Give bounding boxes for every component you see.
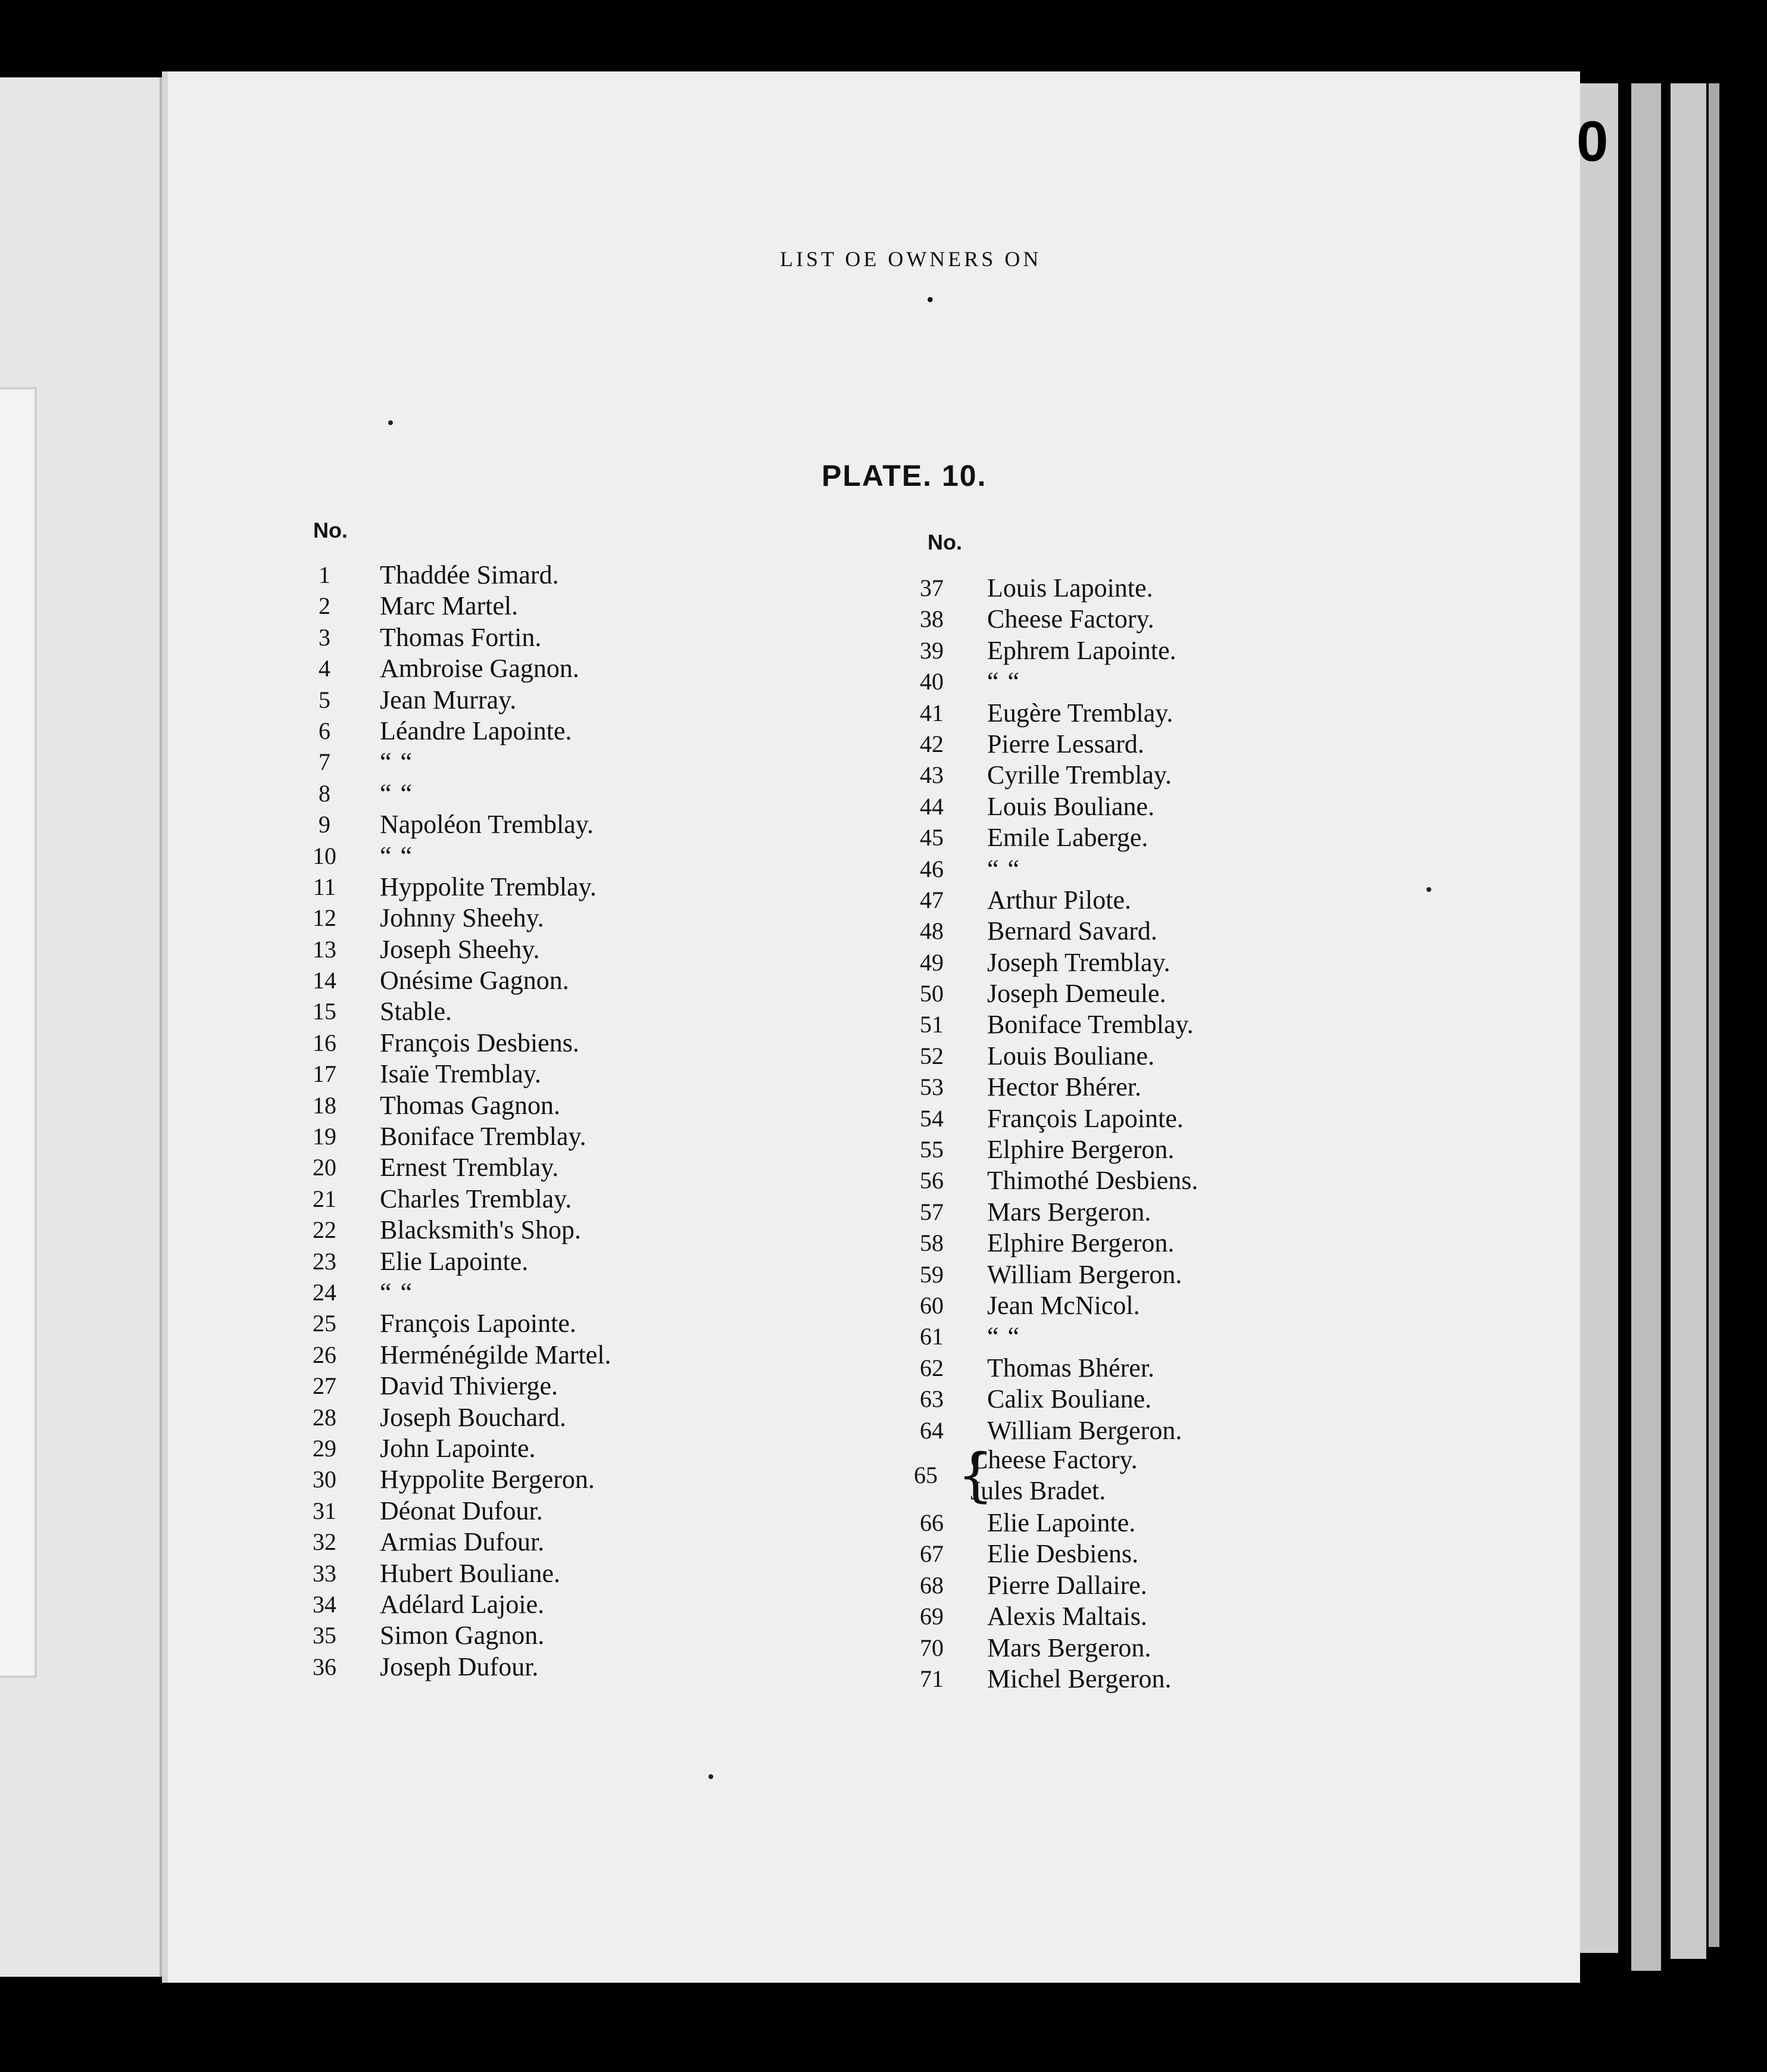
entry-name: Léandre Lapointe. — [380, 716, 572, 745]
entry-name: Eugère Tremblay. — [987, 698, 1173, 728]
owner-entry — [905, 885, 1322, 916]
owner-entry — [905, 1633, 1322, 1664]
header-dot: • — [926, 288, 934, 311]
owner-entry — [298, 1402, 714, 1433]
owner-entry — [298, 1496, 714, 1527]
entry-number: 65 — [914, 1462, 938, 1489]
entry-number: 12 — [313, 904, 336, 932]
entry-name: Calix Bouliane. — [987, 1384, 1152, 1414]
entry-name: Isaïe Tremblay. — [380, 1059, 541, 1089]
owner-entry — [905, 947, 1322, 978]
entry-number: 55 — [920, 1136, 944, 1163]
owner-entry — [905, 1009, 1322, 1040]
owner-entry — [905, 1103, 1322, 1134]
owner-entry — [905, 854, 1322, 885]
entry-name: “ “ — [380, 1277, 414, 1307]
owner-entry — [298, 1215, 714, 1246]
entry-number: 27 — [313, 1372, 336, 1400]
entry-number: 49 — [920, 948, 944, 976]
entry-name: William Bergeron. — [987, 1415, 1182, 1445]
entry-number: 66 — [920, 1509, 944, 1536]
page-edge-strip — [1709, 83, 1719, 1947]
entry-name: Joseph Dufour. — [380, 1652, 539, 1681]
owner-entry — [298, 622, 714, 653]
entry-name: Cheese Factory. — [970, 1445, 1138, 1474]
owner-entry — [298, 1277, 714, 1308]
entry-name: Boniface Tremblay. — [380, 1122, 586, 1152]
entry-number: 40 — [920, 668, 944, 695]
entry-number: 21 — [313, 1185, 336, 1212]
entry-name: Alexis Maltais. — [987, 1602, 1147, 1631]
entry-name: Herménégilde Martel. — [380, 1340, 611, 1369]
entry-name: Johnny Sheehy. — [380, 903, 544, 933]
entry-number: 17 — [313, 1060, 336, 1088]
owner-entry — [905, 1353, 1322, 1384]
owner-entry — [905, 573, 1322, 604]
owner-entry — [905, 978, 1322, 1009]
entry-name: Stable. — [380, 997, 452, 1026]
entry-name: Charles Tremblay. — [380, 1184, 572, 1213]
entry-number: 28 — [313, 1403, 336, 1431]
owner-entry — [298, 1090, 714, 1121]
owner-entry — [905, 698, 1322, 729]
owners-list-left — [298, 560, 714, 1683]
entry-name: Jean Murray. — [380, 685, 517, 714]
entry-number: 45 — [920, 824, 944, 851]
entry-number: 39 — [920, 636, 944, 664]
owner-entry — [905, 1601, 1322, 1632]
entry-number: 53 — [920, 1074, 944, 1101]
entry-number: 63 — [920, 1386, 944, 1413]
entry-name: David Thivierge. — [380, 1371, 558, 1401]
entry-name: Mars Bergeron. — [987, 1197, 1151, 1227]
entry-number: 69 — [920, 1603, 944, 1630]
entry-name: “ “ — [380, 747, 414, 777]
owner-entry — [298, 1464, 714, 1495]
owner-entry — [298, 747, 714, 778]
entry-name: Hector Bhérer. — [987, 1072, 1141, 1102]
entry-name: Marc Martel. — [380, 591, 519, 621]
entry-number: 51 — [920, 1011, 944, 1038]
entry-name: Joseph Demeule. — [987, 979, 1166, 1009]
entry-number: 36 — [313, 1653, 336, 1680]
plate-title: PLATE. 10. — [822, 459, 987, 492]
owner-entry — [905, 916, 1322, 947]
owner-entry — [905, 1228, 1322, 1259]
entry-name: “ “ — [380, 841, 414, 870]
owner-entry — [298, 716, 714, 747]
left-page-inset — [0, 387, 37, 1678]
entry-number: 57 — [920, 1198, 944, 1225]
entry-number: 52 — [920, 1042, 944, 1069]
owner-entry — [298, 872, 714, 903]
entry-number: 23 — [313, 1247, 336, 1275]
owner-entry — [905, 1290, 1322, 1321]
owner-entry — [298, 685, 714, 716]
owner-entry — [298, 1059, 714, 1090]
entry-name: Arthur Pilote. — [987, 885, 1131, 915]
owner-entry — [298, 653, 714, 684]
entry-number: 20 — [313, 1154, 336, 1181]
entry-number: 62 — [920, 1354, 944, 1381]
entry-number: 42 — [920, 730, 944, 757]
entry-number: 3 — [319, 623, 330, 651]
owner-entry — [298, 903, 714, 934]
entry-number: 50 — [920, 980, 944, 1007]
entry-number: 48 — [920, 918, 944, 945]
entry-name: Thomas Fortin. — [380, 622, 542, 652]
entry-name: Blacksmith's Shop. — [380, 1215, 581, 1245]
owner-entry — [905, 1197, 1322, 1228]
owner-entry — [298, 1246, 714, 1277]
column-label-left: No. — [313, 518, 348, 542]
entry-name: Elphire Bergeron. — [987, 1228, 1175, 1258]
entry-name: Joseph Sheehy. — [380, 934, 540, 964]
owner-entry — [298, 996, 714, 1027]
entry-name: Joseph Bouchard. — [380, 1402, 566, 1432]
owner-entry — [298, 1589, 714, 1620]
owner-entry — [905, 1165, 1322, 1196]
entry-name: Pierre Dallaire. — [987, 1570, 1147, 1600]
owner-entry — [298, 841, 714, 872]
entry-number: 60 — [920, 1291, 944, 1319]
owner-entry — [905, 1134, 1322, 1165]
owner-entry — [298, 1028, 714, 1059]
page-edge-strip — [1671, 83, 1706, 1959]
entry-number: 24 — [313, 1278, 336, 1306]
entry-number: 14 — [313, 967, 336, 994]
entry-name: Cheese Factory. — [987, 604, 1154, 634]
entry-name: Ephrem Lapointe. — [987, 635, 1176, 665]
owner-entry — [298, 1620, 714, 1651]
entry-number: 11 — [313, 873, 336, 900]
entry-number: 67 — [920, 1540, 944, 1568]
page-number: 0 — [1576, 110, 1609, 173]
entry-name: Emile Laberge. — [987, 823, 1148, 853]
entry-number: 16 — [313, 1029, 336, 1056]
entry-name: Napoléon Tremblay. — [380, 810, 594, 840]
entry-name: William Bergeron. — [987, 1259, 1182, 1289]
owner-entry — [905, 1539, 1322, 1569]
entry-number: 9 — [319, 811, 330, 838]
owner-entry — [905, 1508, 1322, 1539]
owner-entry — [905, 1041, 1322, 1072]
entry-number: 32 — [313, 1528, 336, 1556]
entry-name: François Desbiens. — [380, 1028, 579, 1057]
entry-name: Jules Bradet. — [970, 1476, 1106, 1505]
owner-entry — [298, 591, 714, 622]
entry-name: Louis Lapointe. — [987, 573, 1153, 603]
entry-number: 7 — [319, 748, 330, 776]
entry-name: Hyppolite Tremblay. — [380, 872, 597, 901]
entry-name: “ “ — [987, 667, 1021, 697]
owner-entry — [905, 1321, 1322, 1352]
owner-entry — [298, 1184, 714, 1215]
owner-entry — [905, 822, 1322, 853]
entry-name: Onésime Gagnon. — [380, 966, 569, 996]
entry-number: 58 — [920, 1230, 944, 1257]
owner-entry — [298, 1121, 714, 1152]
owner-entry — [905, 666, 1322, 697]
entry-name: Adélard Lajoie. — [380, 1589, 545, 1619]
entry-number: 6 — [319, 717, 330, 744]
entry-number: 18 — [313, 1091, 336, 1119]
entry-name: “ “ — [987, 1322, 1021, 1352]
owner-entry — [905, 1664, 1322, 1695]
owner-entry — [298, 778, 714, 809]
owner-entry — [905, 1072, 1322, 1103]
owner-entry-bracketed — [905, 1442, 1322, 1509]
page-header: LIST OE OWNERS ON — [780, 247, 1042, 271]
entry-number: 35 — [313, 1622, 336, 1649]
owner-entry — [298, 1371, 714, 1402]
entry-name: Cyrille Tremblay. — [987, 760, 1172, 790]
entry-number: 29 — [313, 1434, 336, 1462]
paper-speck — [388, 420, 393, 425]
owner-entry — [298, 1340, 714, 1371]
owner-entry — [298, 1527, 714, 1558]
entry-number: 61 — [920, 1323, 944, 1350]
entry-number: 31 — [313, 1497, 336, 1524]
entry-number: 43 — [920, 762, 944, 789]
entry-number: 25 — [313, 1310, 336, 1337]
owner-entry — [298, 965, 714, 996]
entry-number: 22 — [313, 1216, 336, 1244]
entry-number: 2 — [319, 592, 330, 620]
entry-name: Déonat Dufour. — [380, 1496, 543, 1525]
entry-name: Simon Gagnon. — [380, 1621, 545, 1650]
paper-speck — [1426, 887, 1431, 892]
entry-name: John Lapointe. — [380, 1433, 536, 1463]
entry-number: 71 — [920, 1665, 944, 1692]
entry-name: Boniface Tremblay. — [987, 1010, 1194, 1040]
entry-name: Thimothé Desbiens. — [987, 1166, 1198, 1196]
owner-entry — [905, 1570, 1322, 1601]
owner-entry — [298, 1652, 714, 1683]
owner-entry — [905, 635, 1322, 666]
entry-number: 26 — [313, 1341, 336, 1368]
owner-entry — [905, 1384, 1322, 1415]
entry-number: 41 — [920, 699, 944, 726]
entry-name: Thomas Gagnon. — [380, 1090, 561, 1120]
entry-name: Thaddée Simard. — [380, 560, 559, 589]
paper-speck — [708, 1774, 713, 1779]
entry-name: Elie Lapointe. — [380, 1246, 529, 1276]
owner-entry — [298, 1433, 714, 1464]
entry-name: Hubert Bouliane. — [380, 1558, 561, 1588]
entry-name: Bernard Savard. — [987, 916, 1157, 946]
owner-entry — [298, 1558, 714, 1589]
owner-entry — [298, 934, 714, 965]
entry-name: Armias Dufour. — [380, 1527, 545, 1557]
entry-number: 33 — [313, 1559, 336, 1587]
entry-number: 5 — [319, 686, 330, 713]
entry-name: Elie Lapointe. — [987, 1508, 1136, 1537]
entry-number: 64 — [920, 1416, 944, 1444]
entry-name: Pierre Lessard. — [987, 729, 1144, 759]
entry-number: 37 — [920, 575, 944, 601]
owner-entry — [905, 760, 1322, 791]
entry-number: 4 — [319, 655, 330, 682]
page-edge-strip — [1631, 83, 1661, 1971]
entry-name: Mars Bergeron. — [987, 1633, 1151, 1662]
entry-number: 15 — [313, 998, 336, 1025]
owner-entry — [298, 1152, 714, 1183]
entry-number: 68 — [920, 1571, 944, 1599]
entry-name: “ “ — [987, 854, 1021, 884]
entry-name: Thomas Bhérer. — [987, 1353, 1155, 1383]
brace-mark: { — [957, 1442, 994, 1509]
entry-number: 47 — [920, 886, 944, 913]
entry-name: Jean McNicol. — [987, 1290, 1140, 1320]
entry-name: Ernest Tremblay. — [380, 1153, 559, 1182]
left-facing-page-edge — [0, 77, 163, 1977]
entry-number: 38 — [920, 606, 944, 633]
entry-number: 10 — [313, 842, 336, 869]
owner-entry — [905, 791, 1322, 822]
entry-name: Louis Bouliane. — [987, 791, 1155, 821]
entry-number: 54 — [920, 1104, 944, 1132]
entry-number: 19 — [313, 1123, 336, 1150]
entry-name: Ambroise Gagnon. — [380, 654, 579, 684]
entry-number: 34 — [313, 1590, 336, 1618]
entry-name: Hyppolite Bergeron. — [380, 1465, 595, 1494]
entry-number: 30 — [313, 1466, 336, 1493]
page-edge-strip — [1576, 83, 1618, 1953]
entry-name: François Lapointe. — [987, 1103, 1184, 1133]
entry-number: 56 — [920, 1167, 944, 1194]
owner-entry — [298, 809, 714, 840]
entry-number: 59 — [920, 1260, 944, 1288]
entry-number: 70 — [920, 1634, 944, 1661]
entry-name: “ “ — [380, 778, 414, 808]
entry-number: 8 — [319, 779, 330, 807]
entry-number: 46 — [920, 855, 944, 882]
owner-entry — [905, 729, 1322, 760]
entry-name: Joseph Tremblay. — [987, 947, 1170, 977]
owner-entry — [298, 560, 714, 591]
owners-list-right — [905, 573, 1322, 1446]
entry-name: François Lapointe. — [380, 1309, 576, 1338]
owner-entry — [905, 604, 1322, 635]
owners-list-right-tail — [905, 1508, 1322, 1695]
entry-name: Elphire Bergeron. — [987, 1135, 1175, 1165]
entry-name: Louis Bouliane. — [987, 1041, 1155, 1071]
entry-number: 1 — [319, 561, 330, 588]
entry-name: Elie Desbiens. — [987, 1539, 1139, 1569]
owner-entry — [298, 1308, 714, 1339]
entry-number: 44 — [920, 792, 944, 820]
entry-name: Michel Bergeron. — [987, 1664, 1172, 1693]
owner-entry — [905, 1259, 1322, 1290]
entry-number: 13 — [313, 935, 336, 963]
column-label-right: No. — [928, 530, 962, 554]
